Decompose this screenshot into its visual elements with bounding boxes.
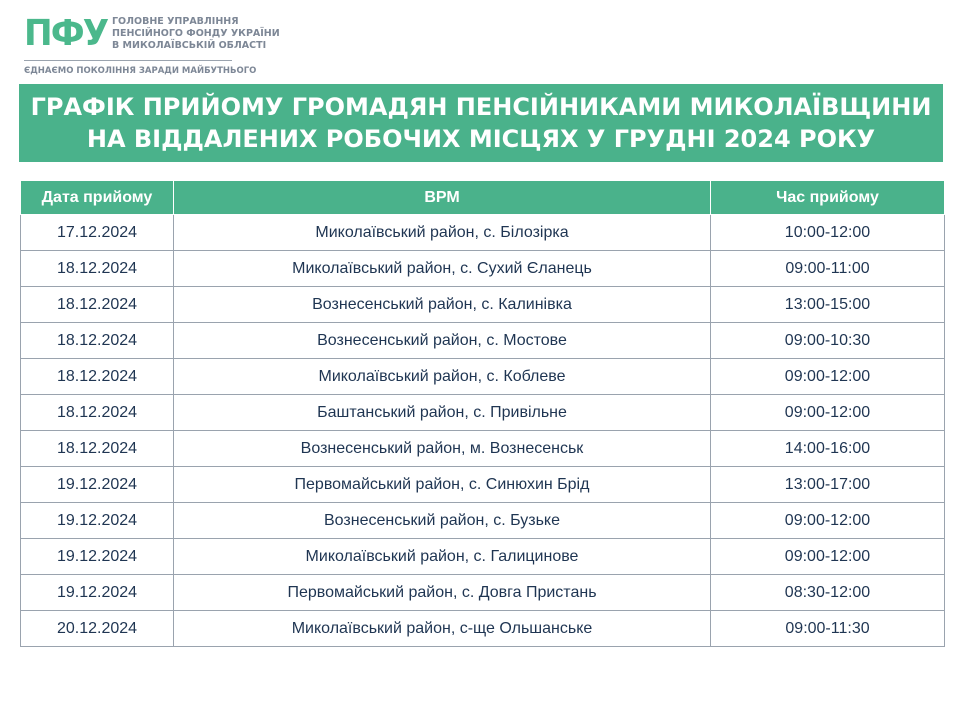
cell-date: 20.12.2024 <box>21 611 174 647</box>
cell-location: Миколаївський район, с. Галицинове <box>174 539 711 575</box>
table-row <box>21 539 945 575</box>
cell-time: 09:00-12:00 <box>711 395 945 431</box>
table-row <box>21 575 945 611</box>
header-location: ВРМ <box>174 181 711 215</box>
cell-date: 19.12.2024 <box>21 467 174 503</box>
table-row <box>21 359 945 395</box>
cell-location: Баштанський район, с. Привільне <box>174 395 711 431</box>
logo-org-line: ПЕНСІЙНОГО ФОНДУ УКРАЇНИ <box>112 28 280 39</box>
table-row <box>21 395 945 431</box>
logo-divider <box>24 60 232 61</box>
cell-location: Миколаївський район, с. Сухий Єланець <box>174 251 711 287</box>
cell-date: 18.12.2024 <box>21 287 174 323</box>
cell-location: Вознесенський район, м. Вознесенськ <box>174 431 711 467</box>
table-row <box>21 251 945 287</box>
title-line-2: НА ВІДДАЛЕНИХ РОБОЧИХ МІСЦЯХ У ГРУДНІ 2024 РОКУ <box>86 125 876 153</box>
header-time: Час прийому <box>711 181 945 215</box>
table-row <box>21 467 945 503</box>
table-row <box>21 503 945 539</box>
cell-date: 19.12.2024 <box>21 575 174 611</box>
cell-time: 09:00-10:30 <box>711 323 945 359</box>
cell-time: 09:00-12:00 <box>711 359 945 395</box>
cell-location: Миколаївський район, с. Коблеве <box>174 359 711 395</box>
logo-org-line: В МИКОЛАЇВСЬКІЙ ОБЛАСТІ <box>112 40 267 51</box>
pfu-logo <box>20 8 280 76</box>
logo-slogan: ЄДНАЄМО ПОКОЛІННЯ ЗАРАДИ МАЙБУТНЬОГО <box>24 66 257 76</box>
table-row <box>21 287 945 323</box>
table-row <box>21 431 945 467</box>
header-date: Дата прийому <box>21 181 174 215</box>
cell-time: 09:00-11:30 <box>711 611 945 647</box>
cell-location: Вознесенський район, с. Бузьке <box>174 503 711 539</box>
table-header-row <box>21 181 945 215</box>
cell-date: 18.12.2024 <box>21 359 174 395</box>
table-row <box>21 611 945 647</box>
cell-time: 09:00-12:00 <box>711 539 945 575</box>
cell-time: 10:00-12:00 <box>711 215 945 251</box>
cell-time: 09:00-12:00 <box>711 503 945 539</box>
cell-date: 19.12.2024 <box>21 503 174 539</box>
cell-time: 08:30-12:00 <box>711 575 945 611</box>
cell-time: 09:00-11:00 <box>711 251 945 287</box>
cell-time: 13:00-17:00 <box>711 467 945 503</box>
cell-date: 19.12.2024 <box>21 539 174 575</box>
cell-date: 18.12.2024 <box>21 395 174 431</box>
title-banner <box>19 84 943 162</box>
cell-location: Миколаївський район, с-ще Ольшанське <box>174 611 711 647</box>
cell-date: 18.12.2024 <box>21 323 174 359</box>
cell-time: 13:00-15:00 <box>711 287 945 323</box>
cell-location: Первомайський район, с. Синюхин Брід <box>174 467 711 503</box>
cell-date: 18.12.2024 <box>21 251 174 287</box>
cell-date: 18.12.2024 <box>21 431 174 467</box>
logo-mark: ПФУ <box>24 13 108 54</box>
cell-time: 14:00-16:00 <box>711 431 945 467</box>
table-row <box>21 323 945 359</box>
logo-organization-name <box>112 16 280 52</box>
cell-date: 17.12.2024 <box>21 215 174 251</box>
logo-org-line: ГОЛОВНЕ УПРАВЛІННЯ <box>112 16 239 27</box>
cell-location: Первомайський район, с. Довга Пристань <box>174 575 711 611</box>
cell-location: Миколаївський район, с. Білозірка <box>174 215 711 251</box>
cell-location: Вознесенський район, с. Мостове <box>174 323 711 359</box>
schedule-table <box>20 180 945 647</box>
cell-location: Вознесенський район, с. Калинівка <box>174 287 711 323</box>
title-line-1: ГРАФІК ПРИЙОМУ ГРОМАДЯН ПЕНСІЙНИКАМИ МИКОЛАЇВЩИНИ <box>30 93 932 121</box>
table-row <box>21 215 945 251</box>
